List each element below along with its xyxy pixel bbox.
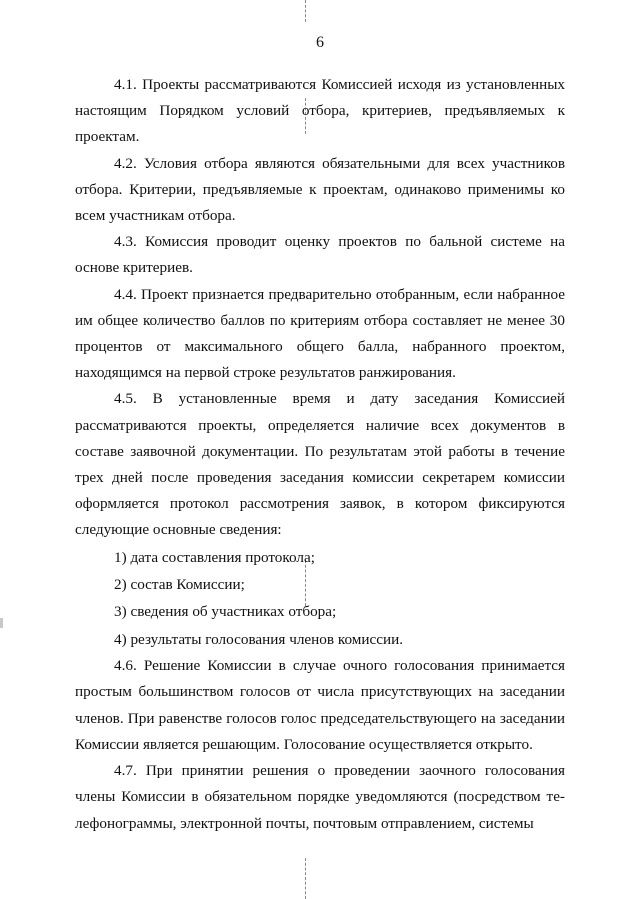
fold-line-bottom bbox=[305, 858, 306, 899]
list-item-4: 4) результаты голосования членов комиссии. bbox=[114, 630, 404, 648]
paragraph-4-6: 4.6. Решение Комиссии в случае очного голосования принимается простым большинством голосов от числа присутствующих на заседании членов. При равенстве голосов голос председательствующего на заседании Комиссии является решающим. Голосование осуществляется открыто. bbox=[75, 657, 565, 753]
paragraph-4-1: 4.1. Проекты рассматриваются Комиссией исходя из установленных настоящим Порядком условий отбора, критериев, предъявляемых к проектам. bbox=[75, 76, 565, 146]
paragraph-4-7: 4.7. При принятии решения о проведении заочного голосования члены Комиссии в обязательном порядке уведомляются (посредством те-лефонограммы, электронной почты, почтовым отправлением, системы bbox=[75, 762, 565, 832]
list-item-1: 1) дата составления протокола; bbox=[114, 548, 315, 566]
paragraph-4-3: 4.3. Комиссия проводит оценку проектов по бальной системе на основе критериев. bbox=[75, 233, 565, 277]
list-item-3: 3) сведения об участниках отбора; bbox=[114, 603, 337, 621]
document-body bbox=[75, 72, 565, 837]
list-item-2: 2) состав Комиссии; bbox=[114, 576, 245, 594]
paragraph-4-2: 4.2. Условия отбора являются обязательными для всех участников отбора. Критерии, предъявляемые к проектам, одинаково применимы ко всем участникам отбора. bbox=[75, 154, 565, 225]
fold-line-top bbox=[305, 0, 306, 22]
paragraph-4-5: 4.5. В установленные время и дату заседания Комиссией рассматриваются проекты, определяется наличие всех документов в составе заявочной документации. По результатам этой работы в течение трех дней после проведения заседания комиссии секретарем комиссии оформляется протокол рассмотрения заявок, в котором фиксируются следующие основные сведения: bbox=[75, 390, 565, 539]
paragraph-4-4: 4.4. Проект признается предварительно отобранным, если набранное им общее количество баллов по критериям отбора составляет не менее 30 процентов от максимального общего балла, набранного проектом, находящимся на первой строке результатов ранжирования. bbox=[75, 285, 565, 382]
page-number: 6 bbox=[316, 34, 324, 51]
binding-mark bbox=[0, 618, 3, 628]
